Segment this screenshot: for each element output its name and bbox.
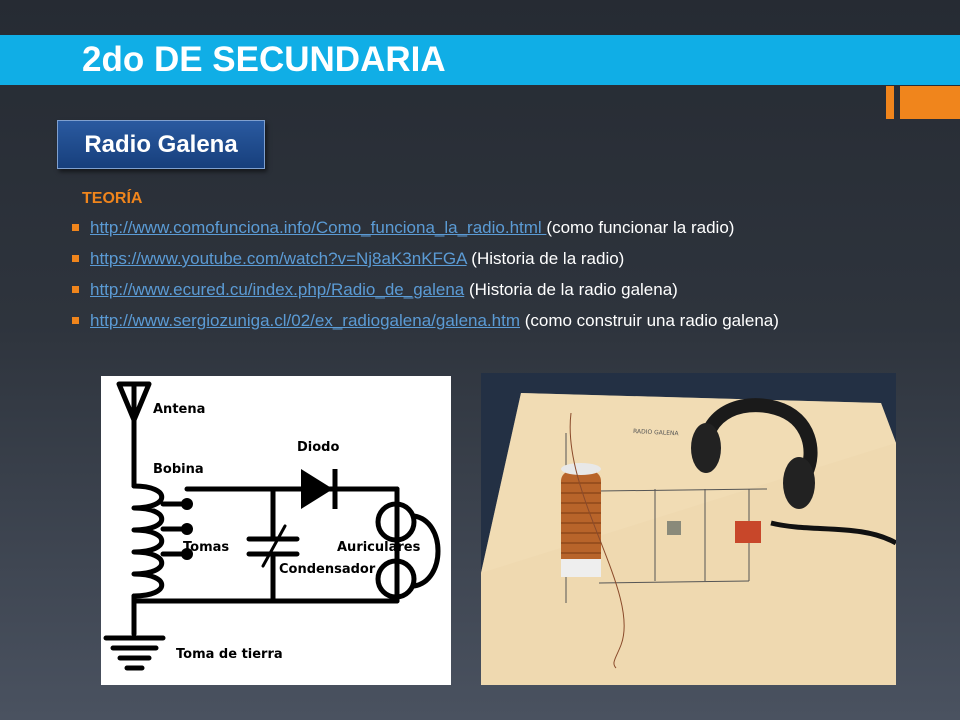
- square-bullet-icon: [72, 317, 79, 324]
- link-note: (Historia de la radio galena): [464, 280, 678, 299]
- radio-photo: [481, 373, 896, 685]
- link-item: [72, 248, 912, 270]
- label-antena: Antena: [153, 402, 206, 417]
- link-youtube[interactable]: https://www.youtube.com/watch?v=Nj8aK3nKFGA: [90, 249, 467, 268]
- label-bobina: Bobina: [153, 462, 204, 477]
- section-heading: TEORÍA: [82, 190, 143, 207]
- link-ecured[interactable]: http://www.ecured.cu/index.php/Radio_de_galena: [90, 280, 465, 299]
- circuit-diagram: [101, 376, 451, 685]
- accent-bar-wide: [900, 86, 960, 119]
- diode-icon: [301, 469, 333, 509]
- radio-build-photo: [481, 373, 896, 685]
- link-list: [72, 217, 912, 341]
- link-note: (como construir una radio galena): [520, 311, 779, 330]
- square-bullet-icon: [72, 286, 79, 293]
- slide-title: 2do DE SECUNDARIA: [82, 40, 446, 79]
- label-auriculares: Auriculares: [337, 540, 421, 555]
- square-bullet-icon: [72, 224, 79, 231]
- label-condensador: Condensador: [279, 562, 376, 577]
- link-comofunciona[interactable]: http://www.comofunciona.info/Como_funciona_la_radio.html: [90, 218, 547, 237]
- link-item: [72, 310, 912, 332]
- link-sergiozuniga[interactable]: http://www.sergiozuniga.cl/02/ex_radiogalena/galena.htm: [90, 311, 520, 330]
- link-item: [72, 279, 912, 301]
- label-diodo: Diodo: [297, 440, 340, 455]
- label-toma-tierra: Toma de tierra: [176, 647, 283, 662]
- link-item: [72, 217, 912, 239]
- accent-bar-thin: [886, 86, 894, 119]
- link-note: (como funcionar la radio): [546, 218, 735, 237]
- square-bullet-icon: [72, 255, 79, 262]
- coil-icon: [134, 486, 162, 596]
- link-note: (Historia de la radio): [466, 249, 625, 268]
- label-tomas: Tomas: [183, 540, 230, 555]
- topic-badge: Radio Galena: [57, 120, 265, 169]
- board-label: RADIO GALENA: [632, 428, 679, 438]
- circuit-diagram-image: [101, 376, 451, 685]
